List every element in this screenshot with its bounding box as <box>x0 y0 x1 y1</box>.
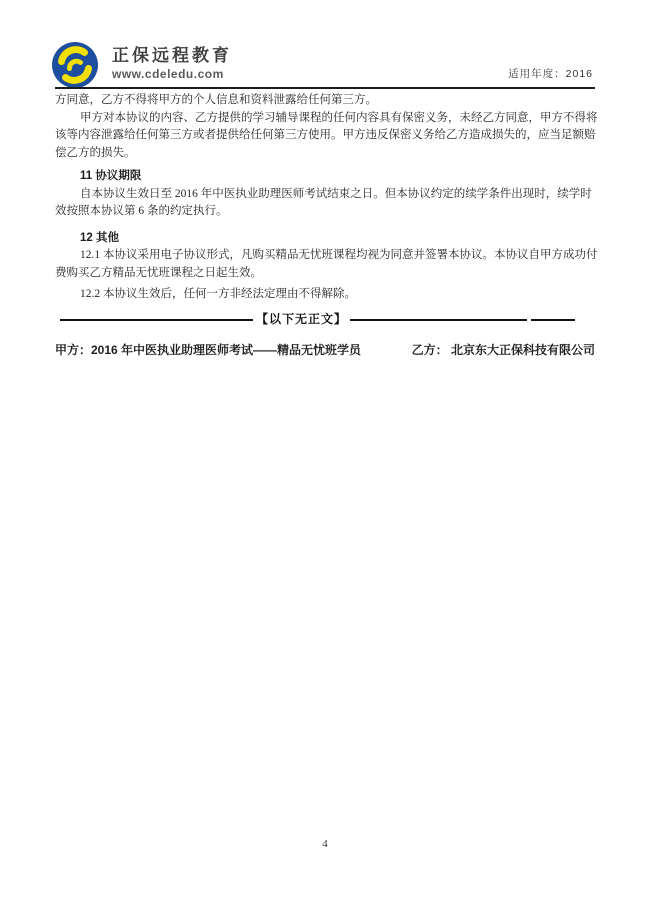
brand-block <box>112 46 232 81</box>
paragraph-line: 效按照本协议第 6 条的约定执行。 <box>55 205 228 217</box>
paragraph-line: 自本协议生效日至 2016 年中医执业助理医师考试结束之日。但本协议约定的续学条件出现时，续学时 <box>80 187 592 200</box>
agreement-body <box>55 92 598 359</box>
brand-logo-icon <box>51 41 99 89</box>
paragraph-line: 12.1 本协议采用电子协议形式，凡购买精品无忧班课程均视为同意并签署本协议。本协议自甲方成功付 <box>80 249 598 261</box>
paragraph-line: 甲方对本协议的内容、乙方提供的学习辅导课程的任何内容具有保密义务，未经乙方同意，甲方不得将 <box>80 111 598 124</box>
divider-line-end <box>531 319 575 321</box>
section-12-heading: 12 其他 <box>80 231 119 244</box>
paragraph-line: 偿乙方的损失。 <box>55 146 136 159</box>
party-b-label: 乙方： 北京东大正保科技有限公司 <box>411 342 595 357</box>
paragraph-line: 方同意，乙方不得将甲方的个人信息和资料泄露给任何第三方。 <box>55 94 377 106</box>
paragraph-line: 费购买乙方精品无忧班课程之日起生效。 <box>55 266 262 279</box>
paragraph-line: 该等内容泄露给任何第三方或者提供给任何第三方使用。甲方违反保密义务给乙方造成损失的，应当足额赔 <box>55 129 596 141</box>
applicable-year-label: 适用年度：2016 <box>508 68 593 80</box>
divider-line-right <box>350 319 527 321</box>
section-11-heading: 11 协议期限 <box>80 170 142 182</box>
paragraph-line: 12.2 本协议生效后，任何一方非经法定理由不得解除。 <box>80 288 356 300</box>
brand-name: 正保远程教育 <box>112 46 232 65</box>
party-a-label: 甲方：2016 年中医执业助理医师考试——精品无忧班学员 <box>55 342 362 357</box>
header-divider-line <box>55 87 595 89</box>
divider-line-left <box>60 319 253 321</box>
page-number: 4 <box>322 838 328 850</box>
brand-website: www.cdeledu.com <box>112 67 224 82</box>
signature-row <box>55 342 595 360</box>
no-further-text-divider <box>55 310 575 330</box>
no-further-text-label: 【以下无正文】 <box>256 311 348 326</box>
